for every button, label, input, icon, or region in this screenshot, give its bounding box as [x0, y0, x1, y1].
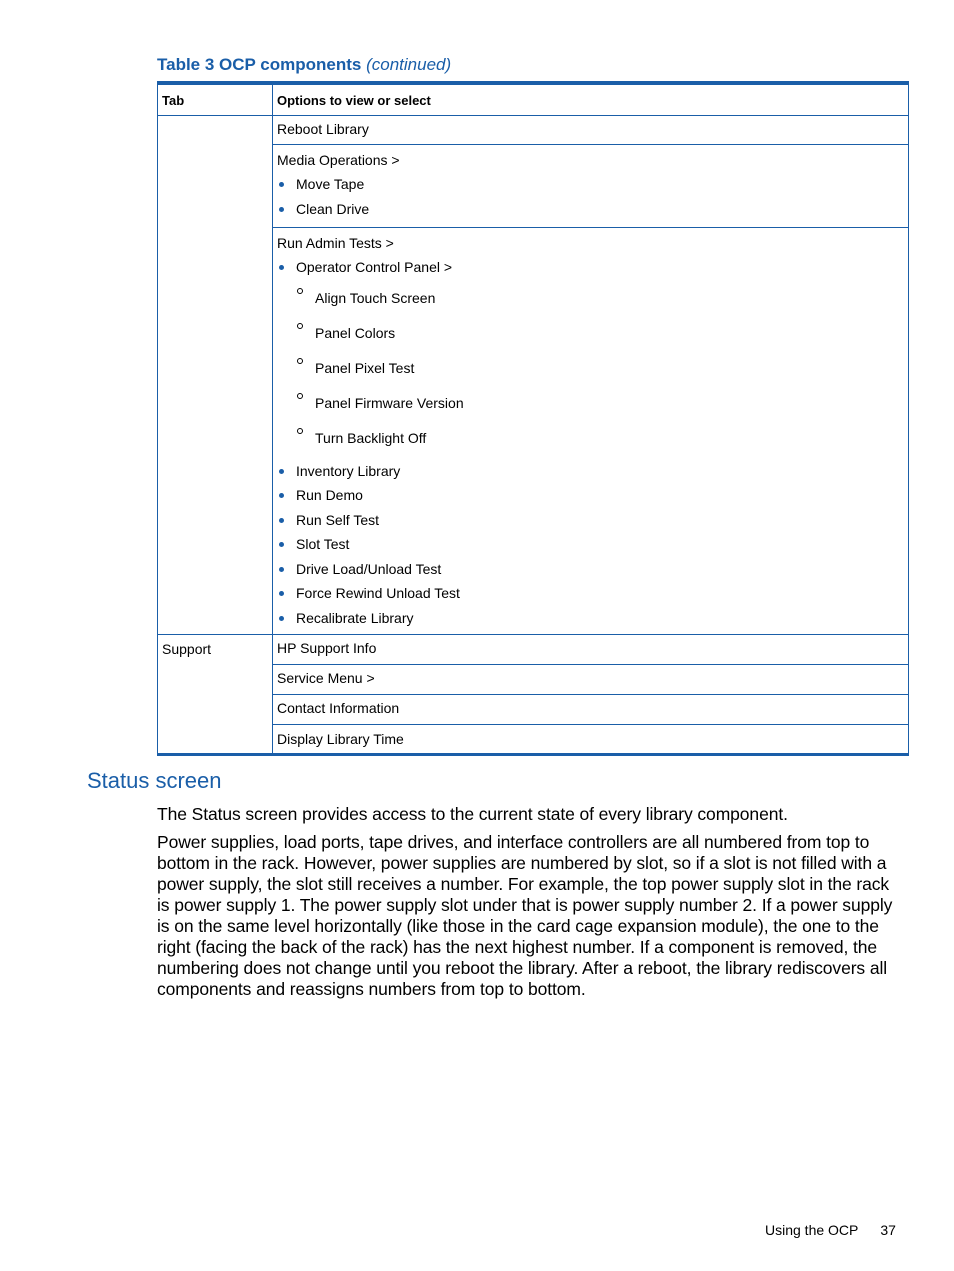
media-operations-list: [277, 172, 904, 221]
tab-cell-empty: [158, 116, 273, 635]
sublist-item: Turn Backlight Off: [296, 424, 904, 459]
option-media-operations: [273, 145, 909, 228]
media-operations-label: Media Operations >: [277, 152, 400, 168]
list-item: Inventory Library: [277, 459, 904, 484]
list-item: Force Rewind Unload Test: [277, 581, 904, 606]
sublist-item: Panel Pixel Test: [296, 354, 904, 389]
table-caption-title: Table 3 OCP components: [157, 55, 362, 74]
header-tab: Tab: [158, 83, 273, 116]
list-item: Run Self Test: [277, 508, 904, 533]
table-row: [158, 635, 909, 665]
page-number: 37: [880, 1222, 896, 1238]
option-reboot-library: Reboot Library: [273, 116, 909, 145]
run-admin-tests-label: Run Admin Tests >: [277, 235, 394, 251]
list-item: Move Tape: [277, 172, 904, 197]
sublist-item: Panel Colors: [296, 319, 904, 354]
paragraph-numbering: Power supplies, load ports, tape drives, and interface controllers are all numbered from top to bottom in the rack. However, power supplies are numbered by slot, so if a slot is not filled with a power supply, the slot still receives a number. For example, the top power supply slot in the rack is power supply 1. The power supply slot under that is power supply number 2. If a power supply is on the same level horizontally (like those in the card cage expansion module), the one to the right (facing the back of the rack) has the next highest number. If a component is removed, the numbering does not change until you reboot the library. After a reboot, the library rediscovers all components and reassigns numbers from top to bottom.: [157, 832, 893, 999]
footer-section-name: Using the OCP: [765, 1222, 859, 1238]
table-caption: [157, 55, 451, 75]
option-display-library-time: Display Library Time: [273, 725, 909, 755]
table-caption-continued: (continued): [366, 55, 452, 74]
list-item: Drive Load/Unload Test: [277, 557, 904, 582]
ocp-components-table: [157, 81, 909, 756]
list-item: Clean Drive: [277, 197, 904, 222]
section-title: Status screen: [87, 768, 222, 793]
list-item: Recalibrate Library: [277, 606, 904, 631]
list-item: Run Demo: [277, 483, 904, 508]
sublist-item: Align Touch Screen: [296, 284, 904, 319]
table-row: [158, 116, 909, 145]
page-footer: [765, 1222, 896, 1238]
run-admin-tests-list: [277, 255, 904, 630]
tab-cell-support: Support: [158, 635, 273, 755]
operator-control-panel-sublist: [296, 284, 904, 459]
sublist-item: Panel Firmware Version: [296, 389, 904, 424]
option-contact-information: Contact Information: [273, 695, 909, 725]
list-item: Slot Test: [277, 532, 904, 557]
table-header-row: [158, 83, 909, 116]
option-hp-support-info: HP Support Info: [273, 635, 909, 665]
option-service-menu: Service Menu >: [273, 665, 909, 695]
list-item-operator-control-panel: [277, 255, 904, 459]
option-run-admin-tests: [273, 228, 909, 635]
header-options: Options to view or select: [273, 83, 909, 116]
operator-control-panel-label: Operator Control Panel >: [296, 259, 453, 275]
paragraph-intro: The Status screen provides access to the current state of every library component.: [157, 804, 788, 824]
